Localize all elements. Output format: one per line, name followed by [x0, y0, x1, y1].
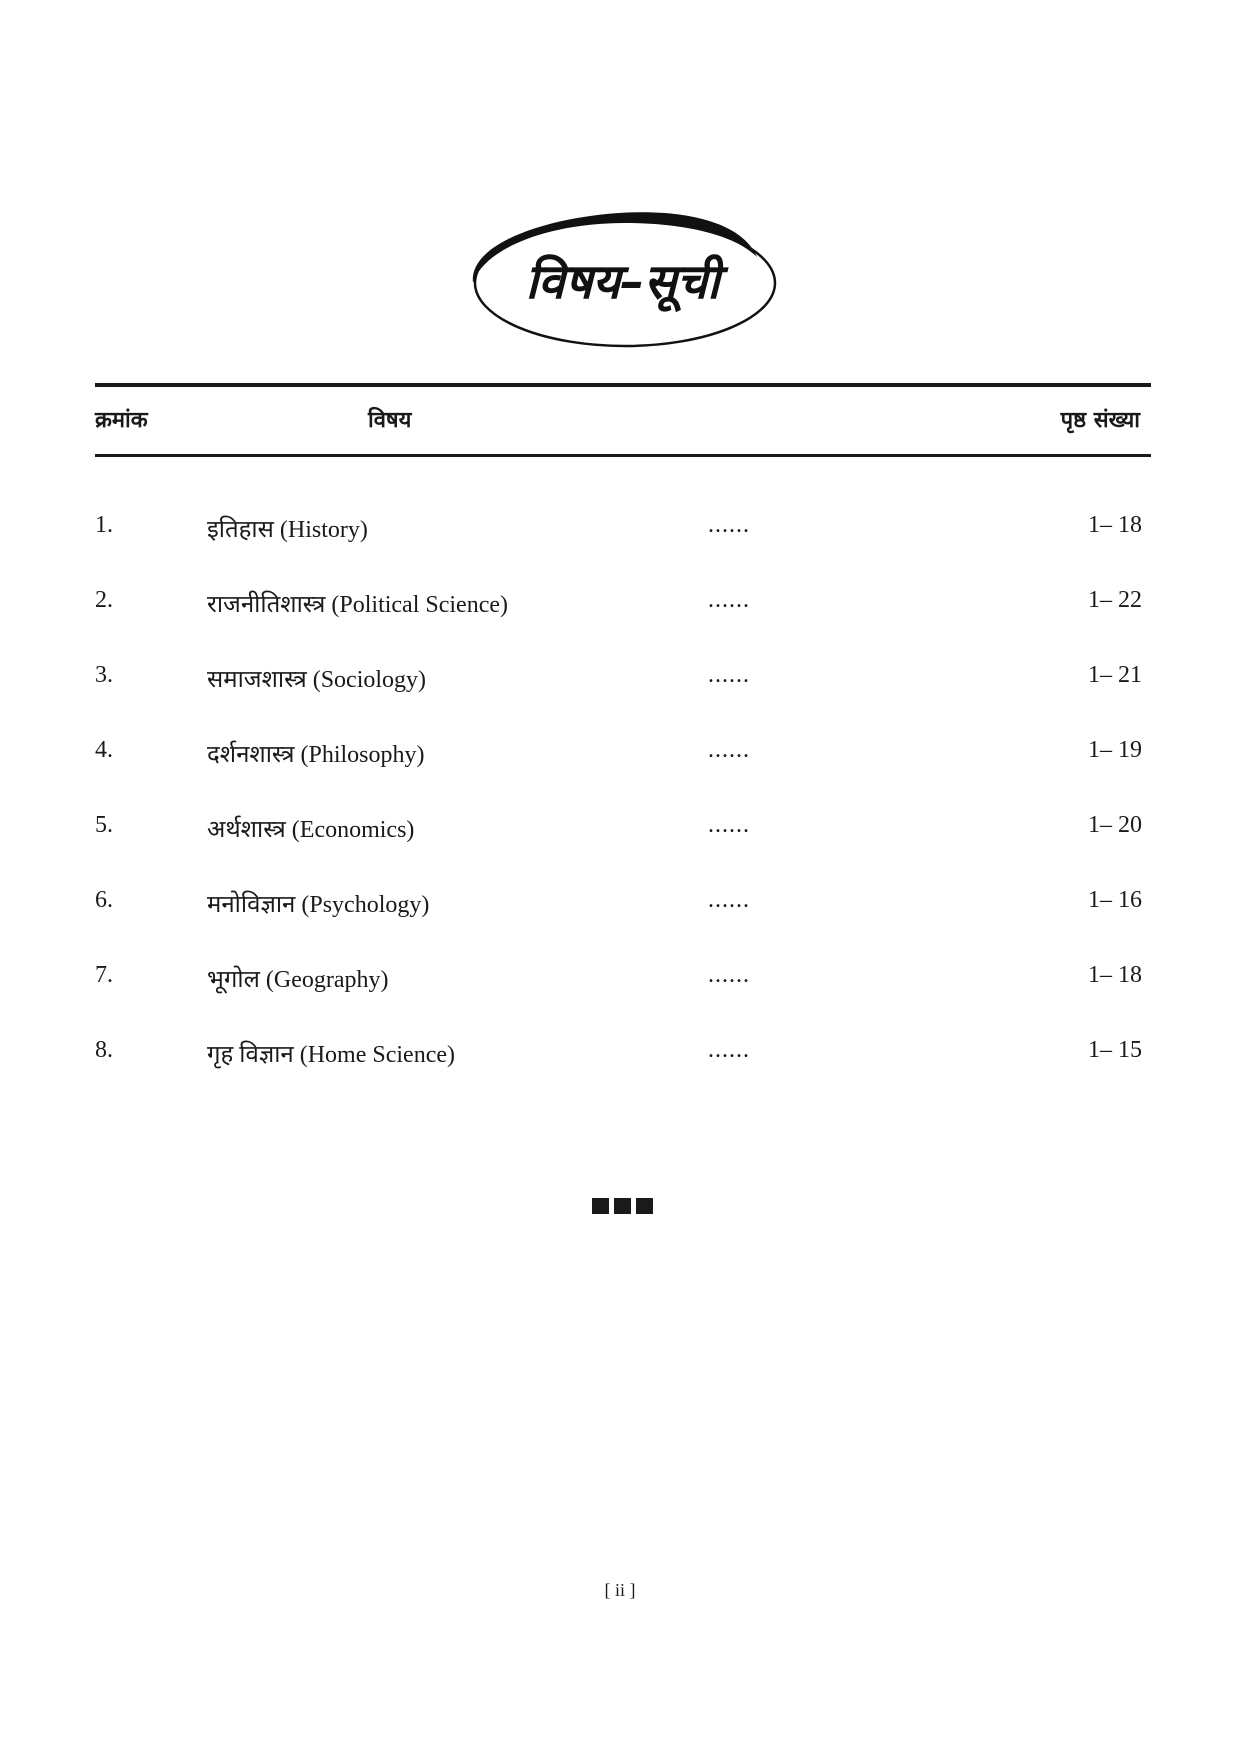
row-subject: दर्शनशास्त्र (Philosophy) [207, 742, 425, 768]
row-number: 5. [95, 812, 113, 838]
row-subject: समाजशास्त्र (Sociology) [207, 667, 427, 693]
page-number: [ ii ] [604, 1580, 636, 1600]
row-leader-dots: ...... [708, 962, 750, 988]
row-subject: मनोविज्ञान (Psychology) [207, 892, 430, 918]
contents-row [0, 812, 1240, 887]
row-pages: 1– 22 [1088, 587, 1142, 613]
contents-row [0, 662, 1240, 737]
row-pages: 1– 16 [1088, 887, 1142, 913]
row-leader-dots: ...... [708, 512, 750, 538]
row-subject: भूगोल (Geography) [207, 967, 389, 993]
header-bottom-rule [95, 454, 1151, 457]
row-subject: इतिहास (History) [207, 517, 368, 543]
row-leader-dots: ...... [708, 812, 750, 838]
contents-row [0, 887, 1240, 962]
row-leader-dots: ...... [708, 1037, 750, 1063]
row-subject: राजनीतिशास्त्र (Political Science) [207, 592, 508, 618]
row-number: 4. [95, 737, 113, 763]
row-leader-dots: ...... [708, 737, 750, 763]
contents-row [0, 962, 1240, 1037]
contents-list [0, 512, 1240, 1112]
header-top-rule [95, 383, 1151, 387]
row-number: 6. [95, 887, 113, 913]
row-number: 7. [95, 962, 113, 988]
row-leader-dots: ...... [708, 587, 750, 613]
end-square-icon [614, 1198, 631, 1214]
page-title: विषय–सूची [525, 254, 720, 310]
header-pages: पृष्ठ संख्या [1060, 408, 1140, 433]
contents-row [0, 737, 1240, 812]
row-number: 1. [95, 512, 113, 538]
row-leader-dots: ...... [708, 662, 750, 688]
contents-row [0, 512, 1240, 587]
row-subject: अर्थशास्त्र (Economics) [207, 817, 415, 843]
contents-row [0, 1037, 1240, 1112]
header-subject: विषय [368, 408, 412, 433]
row-pages: 1– 18 [1088, 512, 1142, 538]
row-number: 8. [95, 1037, 113, 1063]
contents-row [0, 587, 1240, 662]
row-pages: 1– 19 [1088, 737, 1142, 763]
row-pages: 1– 18 [1088, 962, 1142, 988]
end-square-icon [592, 1198, 609, 1214]
end-of-section-marks [592, 1198, 653, 1214]
row-number: 3. [95, 662, 113, 688]
title-badge [465, 205, 780, 350]
row-pages: 1– 21 [1088, 662, 1142, 688]
row-leader-dots: ...... [708, 887, 750, 913]
row-subject: गृह विज्ञान (Home Science) [207, 1042, 455, 1068]
end-square-icon [636, 1198, 653, 1214]
row-pages: 1– 20 [1088, 812, 1142, 838]
header-serial: क्रमांक [95, 408, 148, 433]
row-number: 2. [95, 587, 113, 613]
row-pages: 1– 15 [1088, 1037, 1142, 1063]
